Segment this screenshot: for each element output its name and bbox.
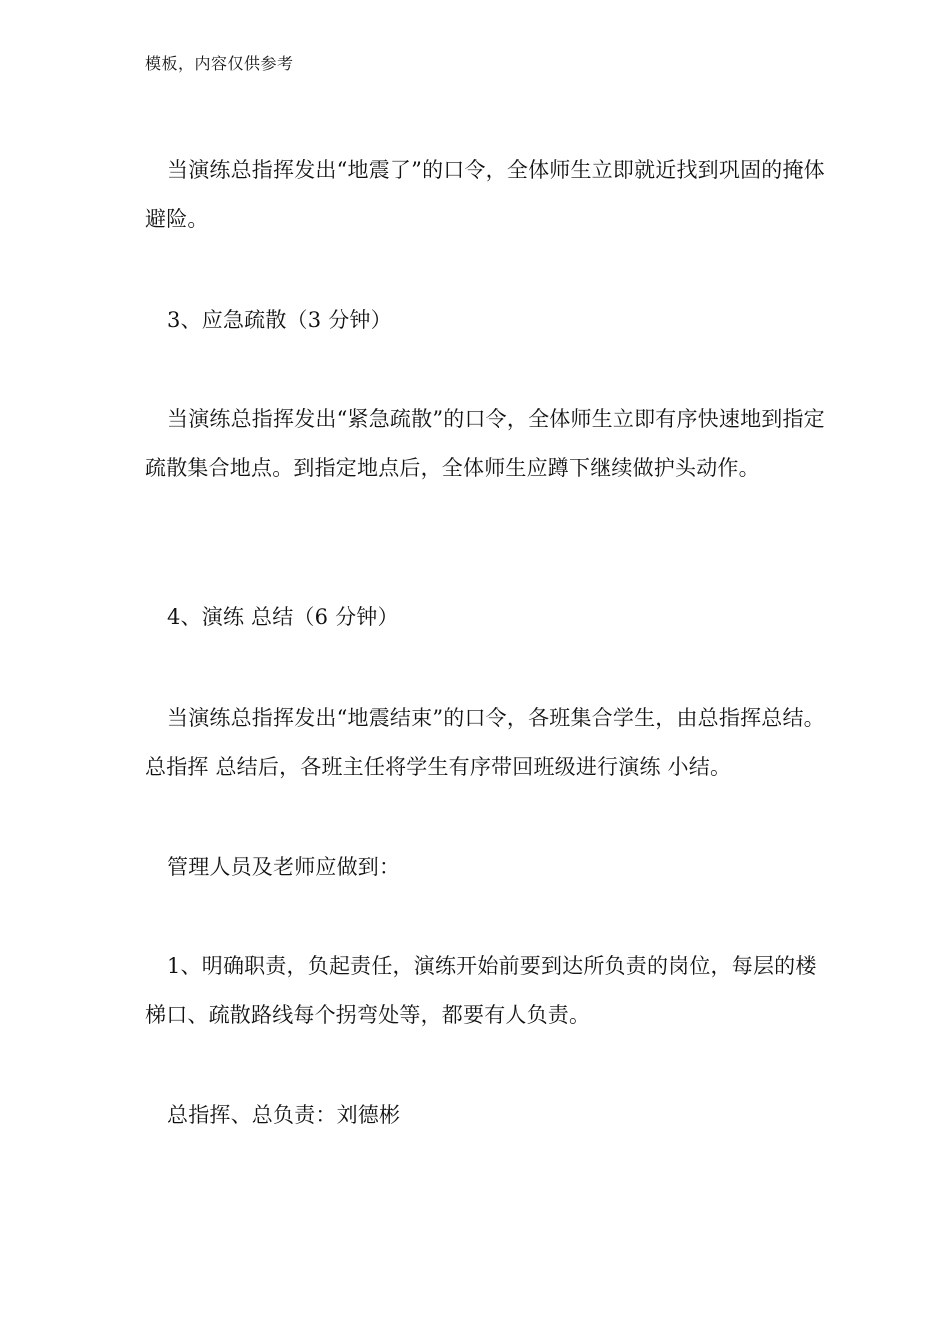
paragraph-commander: 总指挥、总负责：刘德彬 xyxy=(167,1103,401,1127)
section-heading-staff-duties: 管理人员及老师应做到： xyxy=(167,855,401,879)
paragraph-evacuation-instructions: 当演练总指挥发出“紧急疏散”的口令，全体师生立即有序快速地到指定疏散集合地点。到指定地点后，全体师生应蹲下继续做护头动作。 xyxy=(145,407,825,480)
paragraph-drill-summary: 当演练总指挥发出“地震结束”的口令，各班集合学生，由总指挥总结。总指挥 总结后，各班主任将学生有序带回班级进行演练 小结。 xyxy=(145,706,825,779)
section-heading-emergency-evacuation: 3、应急疏散（3 分钟） xyxy=(167,308,392,332)
section-heading-drill-summary: 4、演练 总结（6 分钟） xyxy=(167,605,399,629)
paragraph-staff-duty-1: 1、明确职责，负起责任，演练开始前要到达所负责的岗位，每层的楼梯口、疏散路线每个拐弯处等，都要有人负责。 xyxy=(145,954,817,1027)
paragraph-earthquake-shelter: 当演练总指挥发出“地震了”的口令，全体师生立即就近找到巩固的掩体避险。 xyxy=(145,158,825,231)
page-header: 模板，内容仅供参考 xyxy=(145,54,294,73)
